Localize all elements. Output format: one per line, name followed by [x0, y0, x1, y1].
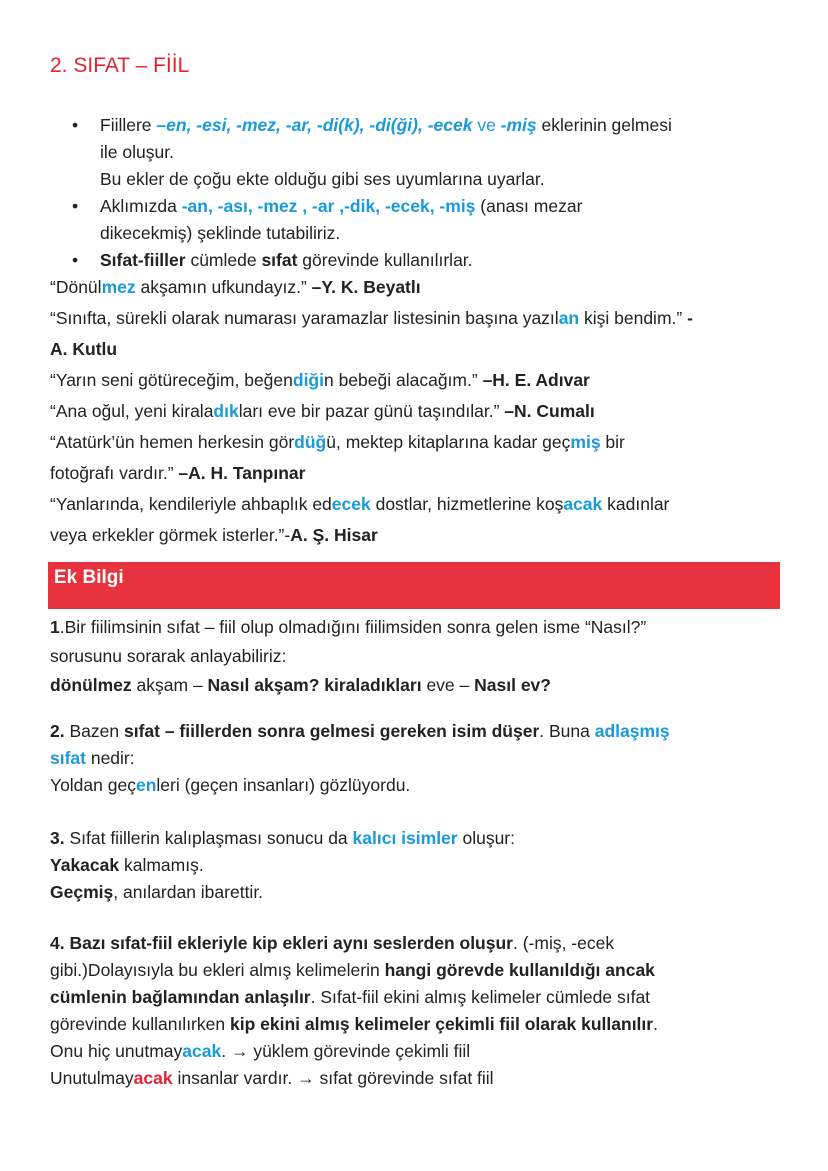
quote-line: [50, 303, 790, 334]
quote-line: [50, 396, 790, 427]
bullet-line: [100, 220, 790, 247]
text-run: Onu hiç unutmay: [50, 1041, 183, 1061]
info-line: [50, 825, 790, 852]
text-run: Yoldan geç: [50, 775, 136, 795]
text-run: -an, -ası, -mez , -ar ,-dik, -ecek, -miş: [181, 196, 476, 216]
text-run: . (-miş, -ecek: [512, 933, 615, 953]
text-run: . → yüklem görevinde çekimli fiil: [221, 1041, 471, 1061]
info-line: [50, 930, 790, 957]
info-line: [50, 1011, 790, 1038]
text-run: sıfat – fiillerden sonra gelmesi gereken isim düşer: [123, 721, 540, 741]
text-run: an: [558, 308, 580, 328]
bullet-line: [100, 166, 790, 193]
info-line: [50, 745, 790, 772]
text-run: sıfat: [50, 748, 86, 768]
text-run: kadınlar: [602, 494, 670, 514]
text-run: cümlenin bağlamından anlaşılır: [50, 987, 311, 1007]
text-run: Bazen: [64, 721, 124, 741]
text-run: kip ekini almış kelimeler çekimli fiil olarak kullanılır: [229, 1014, 654, 1034]
text-run: eklerinin gelmesi: [536, 115, 672, 135]
bullet-item: [50, 193, 790, 247]
info-section-2: [50, 718, 790, 799]
info-line: [50, 613, 790, 642]
text-run: Nasıl ev?: [474, 675, 551, 695]
text-run: mez: [101, 277, 136, 297]
quote-line: [50, 489, 790, 520]
text-run: hangi görevde kullanıldığı ancak: [384, 960, 655, 980]
info-line: [50, 642, 790, 671]
section-title: 2. SIFAT – FİİL: [50, 54, 190, 77]
text-run: “Ana oğul, yeni kirala: [50, 401, 214, 421]
text-run: leri (geçen insanları) gözlüyordu.: [156, 775, 411, 795]
bullet-list: [50, 112, 790, 274]
text-run: Bu ekler de çoğu ekte olduğu gibi ses uyumlarına uyarlar.: [100, 169, 545, 189]
quote-line: [50, 365, 790, 396]
bullet-line: [100, 139, 790, 166]
info-line: [50, 957, 790, 984]
text-run: görevinde kullanılırlar.: [297, 250, 473, 270]
text-run: 3.: [50, 828, 65, 848]
text-run: ve: [472, 115, 501, 135]
text-run: , anılardan ibarettir.: [113, 882, 264, 902]
text-run: veya erkekler görmek isterler.”-: [50, 525, 291, 545]
text-run: . Buna: [539, 721, 595, 741]
info-section-4: [50, 930, 790, 1092]
text-run: en: [135, 775, 157, 795]
bullet-line: [100, 193, 790, 220]
text-run: adlaşmış: [594, 721, 670, 741]
text-run: cümlede: [185, 250, 262, 270]
text-run: sorusunu sorarak anlayabiliriz:: [50, 646, 287, 666]
text-run: A. Kutlu: [50, 339, 118, 359]
text-run: n bebeği alacağım.”: [323, 370, 483, 390]
text-run: dikecekmiş) şeklinde tutabiliriz.: [100, 223, 341, 243]
ek-bilgi-banner: [48, 562, 780, 609]
text-run: gibi.)Dolayısıyla bu ekleri almış kelimelerin: [50, 960, 385, 980]
text-run: kişi bendim.”: [579, 308, 688, 328]
info-section-3: [50, 825, 790, 906]
text-run: ları eve bir pazar günü taşındılar.”: [238, 401, 505, 421]
text-run: 4. Bazı sıfat-fiil ekleriyle kip ekleri aynı seslerden oluşur: [50, 933, 513, 953]
text-run: sıfat: [261, 250, 298, 270]
text-run: düğ: [294, 432, 327, 452]
banner-title: Ek Bilgi: [54, 567, 124, 588]
bullet-item: [50, 112, 790, 193]
quote-line: [50, 458, 790, 489]
bullet-item: [50, 247, 790, 274]
text-run: nedir:: [85, 748, 135, 768]
text-run: .: [653, 1014, 658, 1034]
text-run: miş: [570, 432, 601, 452]
text-run: bir: [600, 432, 625, 452]
info-line: [50, 852, 790, 879]
text-run: Sıfat-fiiller: [100, 250, 186, 270]
text-run: –A. H. Tanpınar: [178, 463, 306, 483]
text-run: Sıfat fiillerin kalıplaşması sonucu da: [64, 828, 353, 848]
quote-line: [50, 272, 790, 303]
info-line: [50, 879, 790, 906]
text-run: “Dönül: [50, 277, 102, 297]
info-section-1: [50, 613, 790, 700]
quote-line: [50, 334, 790, 365]
text-run: diği: [292, 370, 324, 390]
quote-line: [50, 427, 790, 458]
text-run: kalıcı isimler: [352, 828, 458, 848]
text-run: 2.: [50, 721, 65, 741]
text-run: ile oluşur.: [100, 142, 174, 162]
text-run: dık: [213, 401, 239, 421]
text-run: A. Ş. Hisar: [290, 525, 378, 545]
text-run: dönülmez: [50, 675, 132, 695]
text-run: akşamın ufkundayız.”: [135, 277, 312, 297]
text-run: Unutulmay: [50, 1068, 134, 1088]
text-run: Geçmiş: [50, 882, 114, 902]
info-line: [50, 718, 790, 745]
bullet-icon: •: [72, 115, 79, 135]
text-run: –en, -esi, -mez, -ar, -di(k), -di(ği), -ecek: [156, 115, 473, 135]
text-run: (anası mezar: [475, 196, 583, 216]
text-run: 1: [50, 617, 60, 637]
text-run: ecek: [331, 494, 371, 514]
text-run: “Sınıfta, sürekli olarak numarası yaramazlar listesinin başına yazıl: [50, 308, 559, 328]
text-run: -miş: [500, 115, 537, 135]
info-line: [50, 984, 790, 1011]
text-run: Nasıl akşam? kiraladıkları: [207, 675, 422, 695]
text-run: “Yarın seni götüreceğim, beğen: [50, 370, 293, 390]
bullet-icon: •: [72, 250, 79, 270]
text-run: “Atatürk’ün hemen herkesin gör: [50, 432, 295, 452]
text-run: fotoğrafı vardır.”: [50, 463, 179, 483]
text-run: acak: [563, 494, 603, 514]
info-line: [50, 772, 790, 799]
info-line: [50, 1065, 790, 1092]
text-run: .Bir fiilimsinin sıfat – fiil olup olmadığını fiilimsiden sonra gelen isme “Nasıl?”: [59, 617, 647, 637]
text-run: eve –: [421, 675, 475, 695]
text-run: Fiillere: [100, 115, 157, 135]
text-run: oluşur:: [457, 828, 515, 848]
text-run: –H. E. Adıvar: [482, 370, 590, 390]
text-run: akşam –: [131, 675, 208, 695]
text-run: acak: [182, 1041, 222, 1061]
text-run: Yakacak: [50, 855, 120, 875]
bullet-line: [100, 247, 790, 274]
text-run: ü, mektep kitaplarına kadar geç: [326, 432, 571, 452]
text-run: acak: [133, 1068, 173, 1088]
info-line: [50, 1038, 790, 1065]
text-run: . Sıfat-fiil ekini almış kelimeler cümlede sıfat: [310, 987, 651, 1007]
text-run: -: [687, 308, 693, 328]
text-run: –N. Cumalı: [504, 401, 595, 421]
text-run: Aklımızda: [100, 196, 182, 216]
text-run: –Y. K. Beyatlı: [311, 277, 421, 297]
text-run: görevinde kullanılırken: [50, 1014, 230, 1034]
text-run: “Yanlarında, kendileriyle ahbaplık ed: [50, 494, 332, 514]
info-line: [50, 671, 790, 700]
text-run: kalmamış.: [119, 855, 204, 875]
example-quotes: [50, 272, 790, 551]
text-run: insanlar vardır. → sıfat görevinde sıfat fiil: [172, 1068, 494, 1088]
bullet-line: [100, 112, 790, 139]
text-run: dostlar, hizmetlerine koş: [370, 494, 564, 514]
quote-line: [50, 520, 790, 551]
bullet-icon: •: [72, 196, 79, 216]
